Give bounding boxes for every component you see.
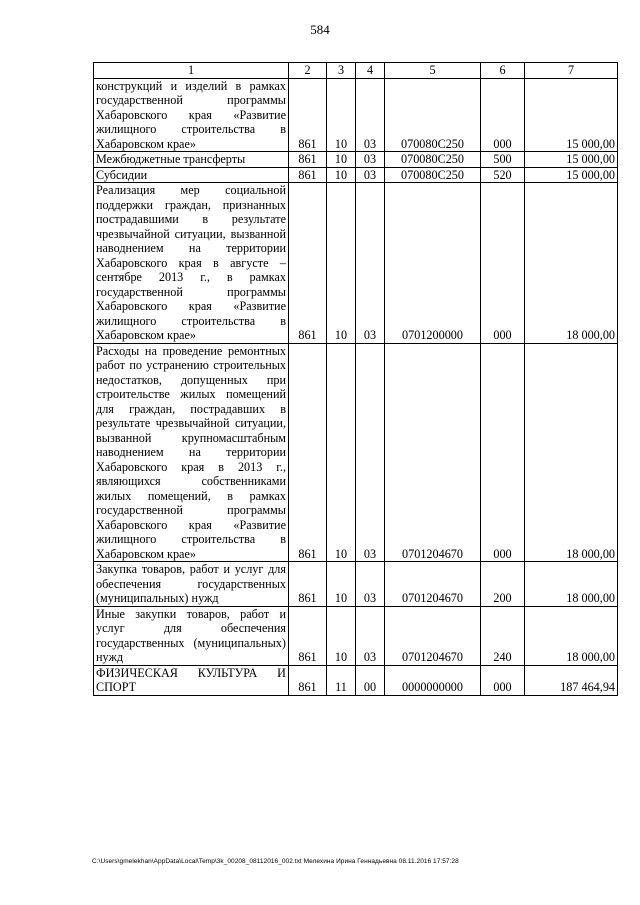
row-gr-code: 861 bbox=[289, 343, 327, 562]
row-sum: 18 000,00 bbox=[525, 562, 618, 607]
row-sum: 15 000,00 bbox=[525, 167, 618, 183]
table-row bbox=[94, 183, 618, 344]
column-number: 7 bbox=[525, 63, 618, 79]
row-csr-code: 0701200000 bbox=[385, 183, 481, 344]
row-sum: 18 000,00 bbox=[525, 183, 618, 344]
row-csr-code: 070080С250 bbox=[385, 152, 481, 168]
row-vr-code: 000 bbox=[481, 78, 525, 152]
table-row bbox=[94, 606, 618, 665]
page-number: 584 bbox=[310, 22, 330, 37]
row-pr-code: 03 bbox=[356, 562, 385, 607]
column-number: 5 bbox=[385, 63, 481, 79]
row-rz-code: 11 bbox=[327, 665, 356, 695]
row-csr-code: 070080С250 bbox=[385, 78, 481, 152]
budget-table bbox=[93, 62, 618, 696]
row-gr-code: 861 bbox=[289, 152, 327, 168]
column-number: 2 bbox=[289, 63, 327, 79]
column-number: 4 bbox=[356, 63, 385, 79]
column-number: 6 bbox=[481, 63, 525, 79]
table-row bbox=[94, 562, 618, 607]
row-gr-code: 861 bbox=[289, 167, 327, 183]
row-rz-code: 10 bbox=[327, 167, 356, 183]
row-pr-code: 03 bbox=[356, 606, 385, 665]
row-name: Иные закупки товаров, работ и услуг для обеспечения государственных (муниципальных) нужд bbox=[94, 606, 289, 665]
row-sum: 187 464,94 bbox=[525, 665, 618, 695]
row-gr-code: 861 bbox=[289, 78, 327, 152]
row-csr-code: 070080С250 bbox=[385, 167, 481, 183]
row-name: Расходы на проведение ремонтных работ по устранению строительных недостатков, допущенных при строительстве жилых помещений для граждан, пострадавших в результате чрезвычайной ситуации, вызванной крупномасштабным наводнением на территории Хабаровского края в 2013 г., являющихся собственниками жилых помещений, в рамках государственной программы Хабаровского края «Развитие жилищного строительства в Хабаровском крае» bbox=[94, 343, 289, 562]
row-vr-code: 520 bbox=[481, 167, 525, 183]
row-name: ФИЗИЧЕСКАЯ КУЛЬТУРА И СПОРТ bbox=[94, 665, 289, 695]
row-pr-code: 00 bbox=[356, 665, 385, 695]
row-rz-code: 10 bbox=[327, 343, 356, 562]
row-csr-code: 0701204670 bbox=[385, 343, 481, 562]
row-gr-code: 861 bbox=[289, 562, 327, 607]
row-name: Закупка товаров, работ и услуг для обеспечения государственных (муниципальных) нужд bbox=[94, 562, 289, 607]
row-rz-code: 10 bbox=[327, 606, 356, 665]
row-pr-code: 03 bbox=[356, 167, 385, 183]
column-number: 1 bbox=[94, 63, 289, 79]
row-name: Реализация мер социальной поддержки граждан, признанных пострадавшими в результате чрезвычайной ситуации, вызванной наводнением на территории Хабаровского края в августе – сентябре 2013 г., в рамках государственной программы Хабаровского края «Развитие жилищного строительства в Хабаровском крае» bbox=[94, 183, 289, 344]
row-gr-code: 861 bbox=[289, 606, 327, 665]
row-name: Межбюджетные трансферты bbox=[94, 152, 289, 168]
table-row bbox=[94, 167, 618, 183]
row-rz-code: 10 bbox=[327, 562, 356, 607]
row-csr-code: 0701204670 bbox=[385, 606, 481, 665]
row-rz-code: 10 bbox=[327, 152, 356, 168]
row-vr-code: 200 bbox=[481, 562, 525, 607]
column-number: 3 bbox=[327, 63, 356, 79]
row-pr-code: 03 bbox=[356, 78, 385, 152]
row-vr-code: 500 bbox=[481, 152, 525, 168]
row-csr-code: 0701204670 bbox=[385, 562, 481, 607]
row-pr-code: 03 bbox=[356, 152, 385, 168]
table-row bbox=[94, 665, 618, 695]
row-rz-code: 10 bbox=[327, 183, 356, 344]
table-row bbox=[94, 152, 618, 168]
table-row bbox=[94, 343, 618, 562]
row-sum: 15 000,00 bbox=[525, 78, 618, 152]
row-pr-code: 03 bbox=[356, 183, 385, 344]
row-rz-code: 10 bbox=[327, 78, 356, 152]
row-name: конструкций и изделий в рамках государственной программы Хабаровского края «Развитие жилищного строительства в Хабаровском крае» bbox=[94, 78, 289, 152]
file-path-footer: C:\Users\gmelekhan\AppData\Local\Temp\3k_00208_08112016_002.txt Мелехина Ирина Геннадьевна 08.11.2016 17:57:28 bbox=[92, 858, 459, 865]
row-gr-code: 861 bbox=[289, 665, 327, 695]
row-name: Субсидии bbox=[94, 167, 289, 183]
row-pr-code: 03 bbox=[356, 343, 385, 562]
row-vr-code: 000 bbox=[481, 343, 525, 562]
row-vr-code: 000 bbox=[481, 183, 525, 344]
row-sum: 15 000,00 bbox=[525, 152, 618, 168]
column-number-row bbox=[94, 63, 618, 79]
row-csr-code: 0000000000 bbox=[385, 665, 481, 695]
row-vr-code: 240 bbox=[481, 606, 525, 665]
row-sum: 18 000,00 bbox=[525, 606, 618, 665]
row-sum: 18 000,00 bbox=[525, 343, 618, 562]
row-vr-code: 000 bbox=[481, 665, 525, 695]
row-gr-code: 861 bbox=[289, 183, 327, 344]
table-row bbox=[94, 78, 618, 152]
